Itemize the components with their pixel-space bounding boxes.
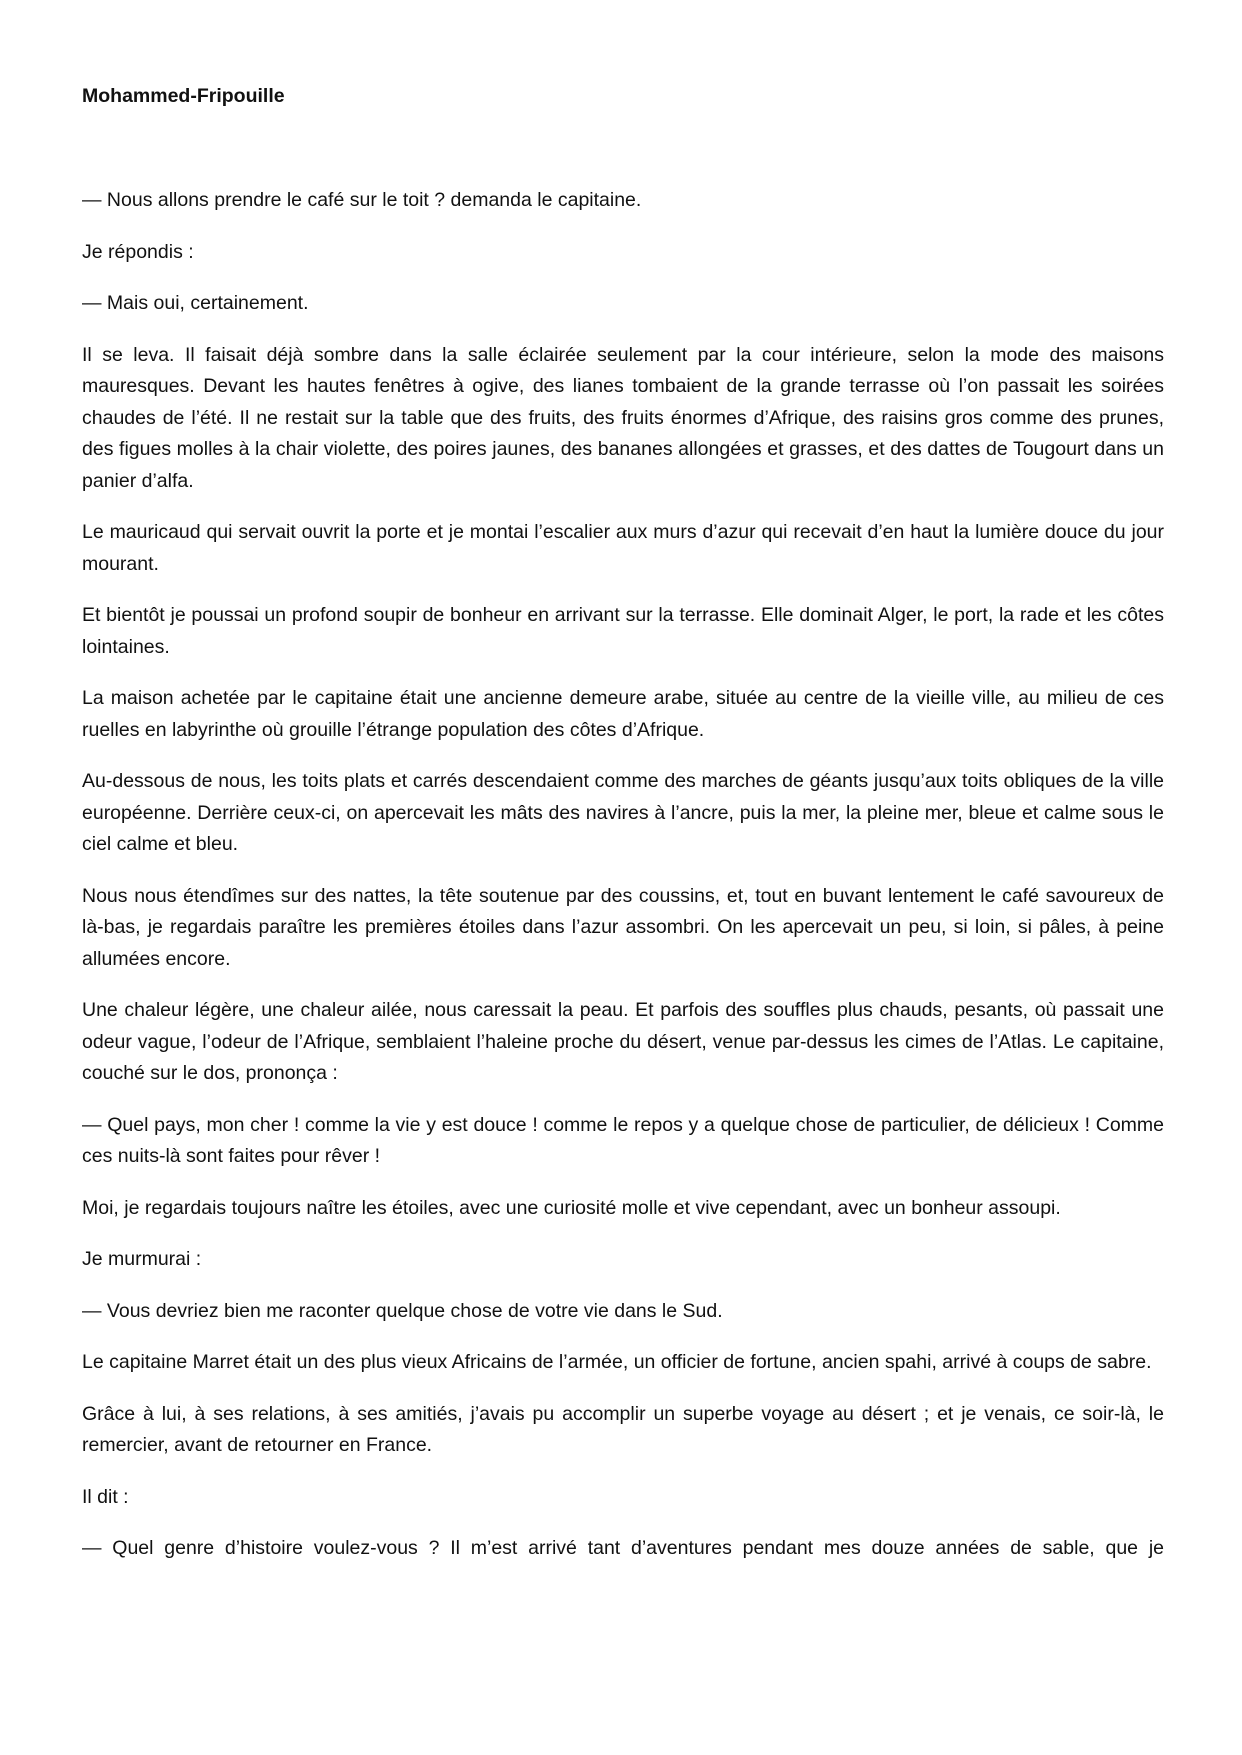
paragraph: — Vous devriez bien me raconter quelque chose de votre vie dans le Sud. — [82, 1299, 723, 1322]
paragraph: — Nous allons prendre le café sur le toit ? demanda le capitaine. — [82, 189, 642, 211]
paragraph: Je répondis : — [82, 240, 194, 263]
paragraph: Grâce à lui, à ses relations, à ses amitiés, j’avais pu accomplir un superbe voyage au désert ; et je venais, ce soir-là, le remercier, avant de retourner en France. — [82, 1402, 1164, 1456]
paragraph: Je murmurai : — [82, 1248, 202, 1270]
paragraph: Moi, je regardais toujours naître les étoiles, avec une curiosité molle et vive cependant, avec un bonheur assoupi. — [82, 1196, 1061, 1219]
paragraph: — Quel genre d’histoire voulez-vous ? Il m’est arrivé tant d’aventures pendant mes douze années de sable, que je — [82, 1537, 1164, 1559]
document-body — [82, 185, 1164, 1585]
paragraph: Au-dessous de nous, les toits plats et carrés descendaient comme des marches de géants jusqu’aux toits obliques de la ville européenne. Derrière ceux-ci, on apercevait les mâts des navires à l’ancre, puis la mer, la pleine mer, bleue et calme sous le ciel calme et bleu. — [82, 770, 1164, 855]
paragraph: — Mais oui, certainement. — [82, 292, 309, 314]
paragraph: Le capitaine Marret était un des plus vieux Africains de l’armée, un officier de fortune, ancien spahi, arrivé à coups de sabre. — [82, 1351, 1152, 1373]
paragraph: Une chaleur légère, une chaleur ailée, nous caressait la peau. Et parfois des souffles plus chauds, pesants, où passait une odeur vague, l’odeur de l’Afrique, semblaient l’haleine proche du désert, venue par-dessus les cimes de l’Atlas. Le capitaine, couché sur le dos, prononça : — [82, 999, 1164, 1084]
paragraph: — Quel pays, mon cher ! comme la vie y est douce ! comme le repos y a quelque chose de particulier, de délicieux ! Comme ces nuits-là sont faites pour rêver ! — [82, 1113, 1164, 1167]
paragraph: Nous nous étendîmes sur des nattes, la tête soutenue par des coussins, et, tout en buvant lentement le café savoureux de là-bas, je regardais paraître les premières étoiles dans l’azur assombri. On les apercevait un peu, si loin, si pâles, à peine allumées encore. — [82, 884, 1164, 970]
document-title: Mohammed-Fripouille — [82, 85, 285, 107]
paragraph: Et bientôt je poussai un profond soupir de bonheur en arrivant sur la terrasse. Elle dominait Alger, le port, la rade et les côtes lointaines. — [82, 604, 1164, 658]
paragraph: La maison achetée par le capitaine était une ancienne demeure arabe, située au centre de la vieille ville, au milieu de ces ruelles en labyrinthe où grouille l’étrange population des côtes d’Afrique. — [82, 687, 1164, 741]
paragraph: Il dit : — [82, 1485, 129, 1508]
paragraph: Il se leva. Il faisait déjà sombre dans la salle éclairée seulement par la cour intérieure, selon la mode des maisons mauresques. Devant les hautes fenêtres à ogive, des lianes tombaient de la grande terrasse où l’on passait les soirées chaudes de l’été. Il ne restait sur la table que des fruits, des fruits énormes d’Afrique, des raisins gros comme des prunes, des figues molles à la chair violette, des poires jaunes, des bananes allongées et grasses, et des dattes de Tougourt dans un panier d’alfa. — [82, 343, 1164, 492]
paragraph: Le mauricaud qui servait ouvrit la porte et je montai l’escalier aux murs d’azur qui recevait d’en haut la lumière douce du jour mourant. — [82, 521, 1164, 575]
